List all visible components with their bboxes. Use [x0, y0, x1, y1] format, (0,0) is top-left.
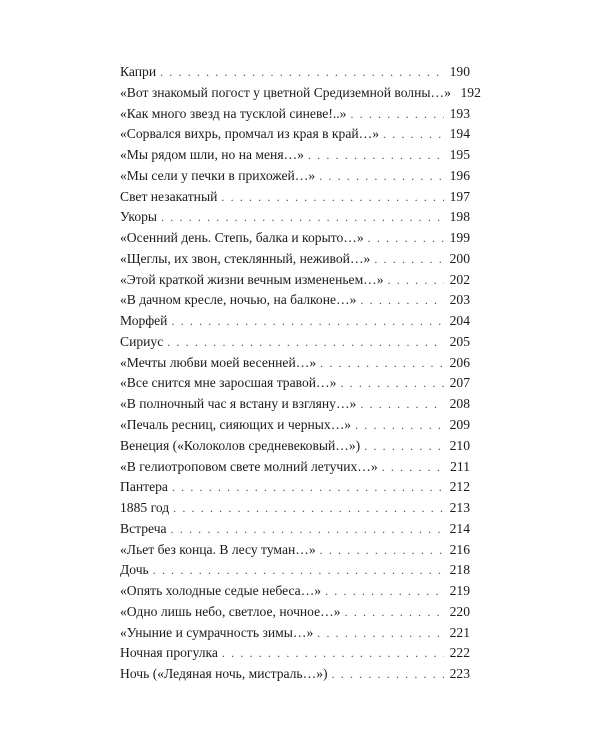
toc-entry	[120, 373, 470, 394]
entry-title: Морфей	[120, 313, 168, 329]
entry-title: Ночная прогулка	[120, 645, 218, 661]
entry-page-number: 208	[449, 396, 470, 412]
toc-entry	[120, 145, 470, 166]
toc-entry	[120, 270, 470, 291]
entry-title: «Уныние и сумрачность зимы…»	[120, 624, 314, 640]
toc-entry	[120, 560, 470, 581]
entry-page-number: 193	[449, 105, 470, 121]
entry-title: Пантера	[120, 479, 168, 495]
entry-title: Свет незакатный	[120, 188, 218, 204]
entry-title: «В гелиотроповом свете молний летучих…»	[120, 458, 378, 474]
dot-leader	[332, 664, 444, 685]
toc-entry	[120, 332, 470, 353]
toc-entry	[120, 353, 470, 374]
entry-title: «Опять холодные седые небеса…»	[120, 583, 322, 599]
toc-entry	[120, 249, 470, 270]
toc-entry	[120, 519, 470, 540]
entry-page-number: 198	[449, 209, 470, 225]
dot-leader	[171, 311, 444, 332]
entry-title: «В дачном кресле, ночью, на балконе…»	[120, 292, 357, 308]
dot-leader	[360, 394, 444, 415]
toc-entry	[120, 643, 470, 664]
toc-entry	[120, 166, 470, 187]
dot-leader	[383, 124, 444, 145]
entry-title: «Мы сели у печки в прихожей…»	[120, 167, 316, 183]
entry-title: «Печаль ресниц, сияющих и черных…»	[120, 417, 352, 433]
entry-page-number: 192	[460, 84, 481, 100]
dot-leader	[382, 457, 444, 478]
dot-leader	[320, 353, 444, 374]
dot-leader	[360, 290, 444, 311]
dot-leader	[325, 581, 444, 602]
entry-title: Встреча	[120, 520, 167, 536]
entry-page-number: 207	[449, 375, 470, 391]
entry-title: «Сорвался вихрь, промчал из края в край…»	[120, 126, 380, 142]
toc-entry	[120, 415, 470, 436]
dot-leader	[172, 477, 444, 498]
toc-entry	[120, 311, 470, 332]
entry-title: Укоры	[120, 209, 158, 225]
entry-page-number: 223	[449, 666, 470, 682]
entry-title: Капри	[120, 64, 157, 79]
entry-title: «Одно лишь небо, светлое, ночное…»	[120, 603, 341, 619]
entry-title: «Этой краткой жизни вечным измененьем…»	[120, 271, 384, 287]
entry-page-number: 195	[449, 147, 470, 163]
entry-page-number: 212	[449, 479, 470, 495]
dot-leader	[374, 249, 444, 270]
dot-leader	[221, 187, 444, 208]
entry-page-number: 219	[449, 583, 470, 599]
entry-page-number: 190	[449, 64, 470, 79]
toc-entry	[120, 457, 470, 478]
entry-page-number: 220	[449, 603, 470, 619]
toc-entry	[120, 664, 470, 685]
dot-leader	[171, 519, 444, 540]
toc-entry	[120, 187, 470, 208]
dot-leader	[317, 623, 444, 644]
dot-leader	[340, 373, 444, 394]
toc-entry	[120, 62, 470, 83]
toc-entry	[120, 602, 470, 623]
entry-page-number: 200	[449, 250, 470, 266]
entry-page-number: 199	[449, 230, 470, 246]
toc-entry	[120, 83, 481, 104]
entry-title: 1885 год	[120, 500, 170, 516]
entry-page-number: 210	[449, 437, 470, 453]
entry-page-number: 204	[449, 313, 470, 329]
dot-leader	[173, 498, 444, 519]
entry-title: Венеция («Колоколов средневековый…»)	[120, 437, 361, 453]
toc-entry	[120, 104, 470, 125]
dot-leader	[388, 270, 444, 291]
entry-page-number: 222	[449, 645, 470, 661]
toc-entry	[120, 436, 470, 457]
entry-page-number: 205	[449, 333, 470, 349]
dot-leader	[160, 62, 444, 83]
toc-entry	[120, 498, 470, 519]
dot-leader	[320, 540, 444, 561]
entry-page-number: 202	[449, 271, 470, 287]
entry-title: «Вот знакомый погост у цветной Средиземной волны…»	[120, 84, 451, 100]
dot-leader	[350, 104, 444, 125]
dot-leader	[167, 332, 444, 353]
entry-page-number: 213	[449, 500, 470, 516]
toc-entry	[120, 581, 470, 602]
toc-entry	[120, 124, 470, 145]
dot-leader	[355, 415, 444, 436]
entry-title: «Мы рядом шли, но на меня…»	[120, 147, 304, 163]
dot-leader	[222, 643, 444, 664]
entry-title: «Щеглы, их звон, стеклянный, неживой…»	[120, 250, 371, 266]
toc-entry	[120, 290, 470, 311]
entry-title: «В полночный час я встану и взгляну…»	[120, 396, 357, 412]
entry-title: Сириус	[120, 333, 164, 349]
toc-entry	[120, 207, 470, 228]
toc-entry	[120, 477, 470, 498]
dot-leader	[161, 207, 444, 228]
dot-leader	[368, 228, 444, 249]
entry-page-number: 221	[449, 624, 470, 640]
entry-title: «Мечты любви моей весенней…»	[120, 354, 317, 370]
entry-page-number: 206	[449, 354, 470, 370]
entry-page-number: 211	[450, 458, 470, 474]
dot-leader	[319, 166, 444, 187]
table-of-contents	[120, 62, 481, 685]
entry-page-number: 196	[449, 167, 470, 183]
entry-page-number: 218	[449, 562, 470, 578]
entry-page-number: 194	[449, 126, 470, 142]
entry-title: «Как много звезд на тусклой синеве!..»	[120, 105, 347, 121]
entry-title: Ночь («Ледяная ночь, мистраль…»)	[120, 666, 328, 682]
entry-page-number: 216	[449, 541, 470, 557]
dot-leader	[345, 602, 444, 623]
toc-entry	[120, 228, 470, 249]
entry-page-number: 214	[449, 520, 470, 536]
entry-title: Дочь	[120, 562, 149, 578]
entry-page-number: 203	[449, 292, 470, 308]
toc-entry	[120, 623, 470, 644]
dot-leader	[153, 560, 444, 581]
dot-leader	[364, 436, 444, 457]
entry-title: «Осенний день. Степь, балка и корыто…»	[120, 230, 364, 246]
entry-title: «Льет без конца. В лесу туман…»	[120, 541, 316, 557]
entry-page-number: 197	[449, 188, 470, 204]
dot-leader	[308, 145, 444, 166]
entry-title: «Все снится мне заросшая травой…»	[120, 375, 337, 391]
toc-entry	[120, 540, 470, 561]
entry-page-number: 209	[449, 417, 470, 433]
toc-entry	[120, 394, 470, 415]
